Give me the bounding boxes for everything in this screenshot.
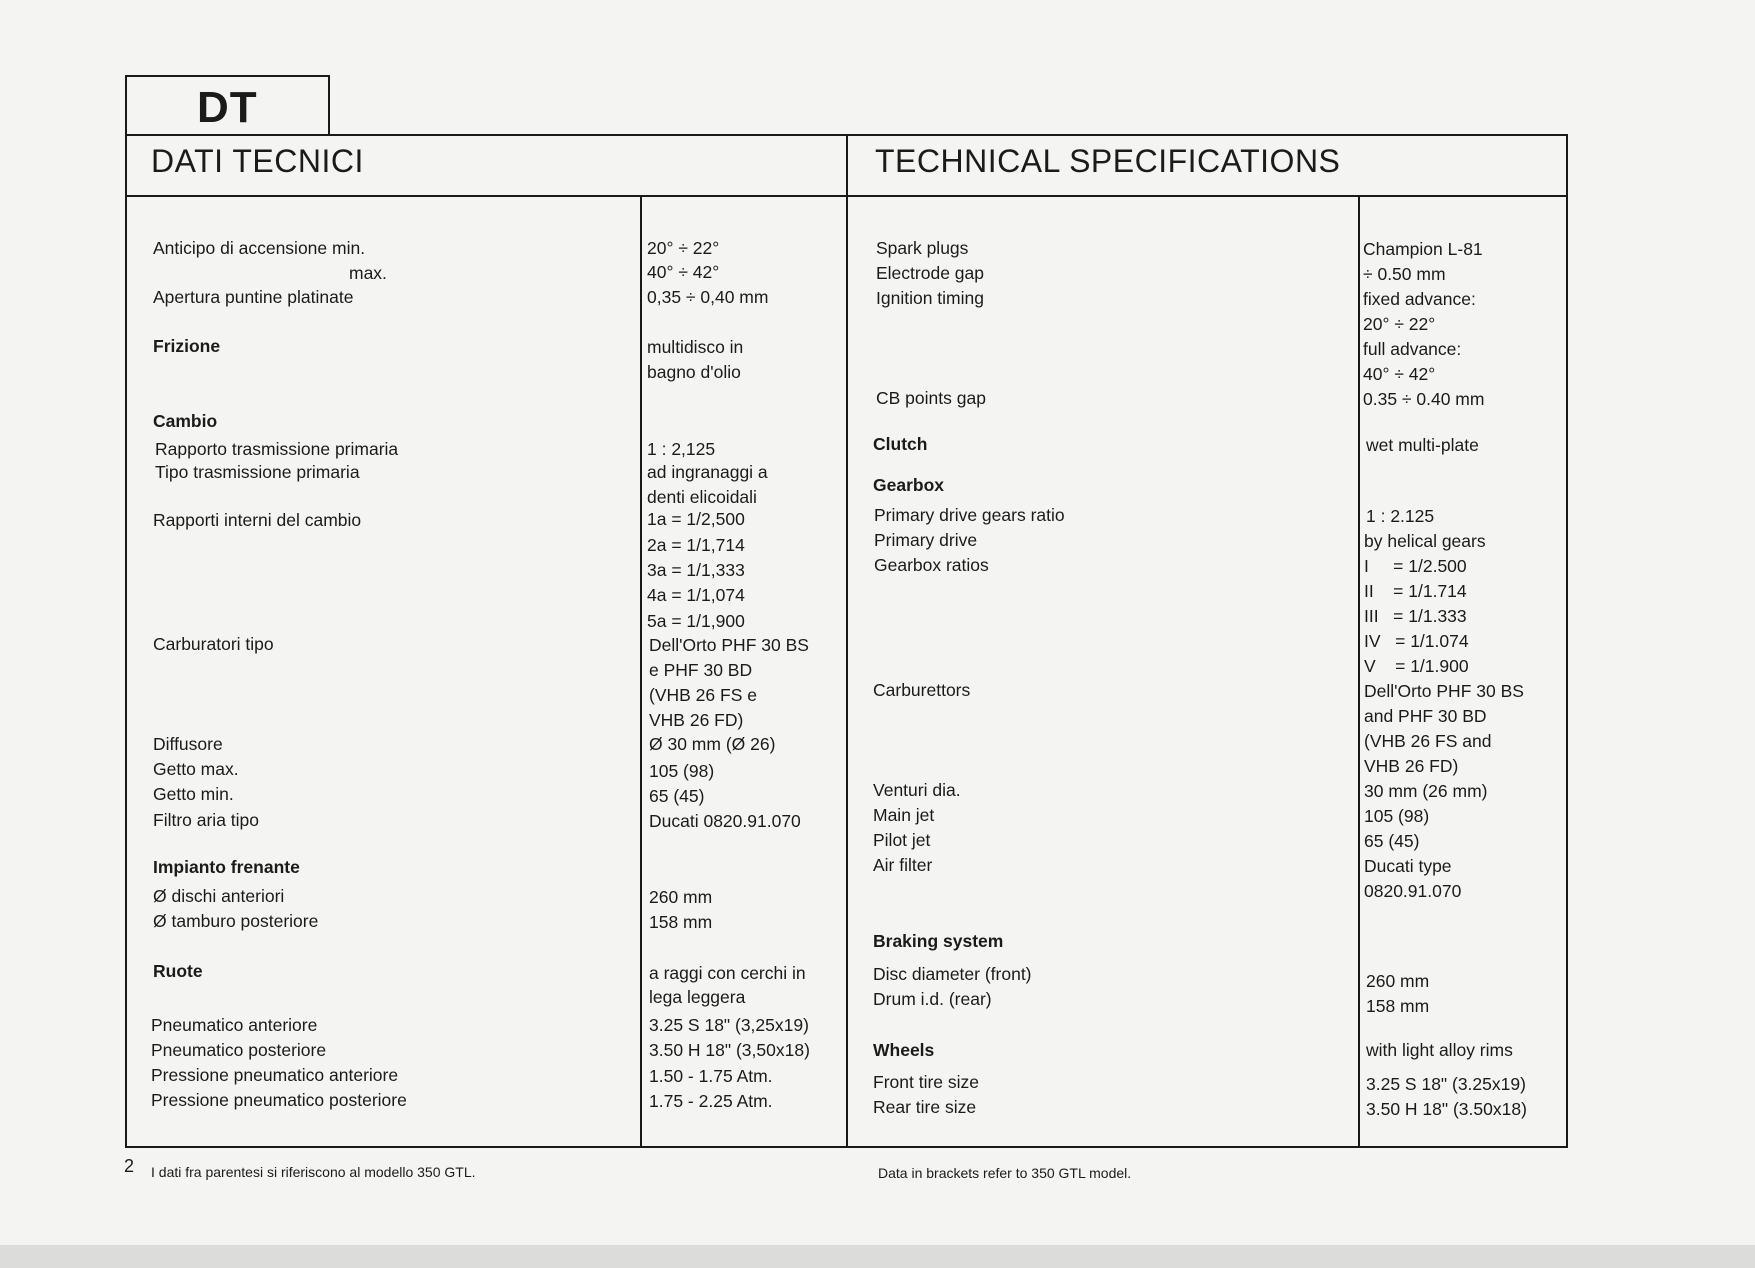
spec-value: Ducati 0820.91.070: [649, 811, 801, 831]
spec-value: ÷ 0.50 mm: [1363, 264, 1446, 284]
spec-value: Dell'Orto PHF 30 BS: [1364, 681, 1524, 701]
section-tab: [125, 75, 330, 135]
spec-value: 65 (45): [649, 786, 705, 806]
spec-label: Pressione pneumatico posteriore: [151, 1090, 407, 1110]
section-tab-label: DT: [197, 83, 258, 132]
spec-value: Champion L-81: [1363, 239, 1483, 259]
section-heading: Frizione: [153, 336, 221, 356]
spec-label: Air filter: [873, 855, 933, 875]
spec-value: fixed advance:: [1363, 289, 1476, 309]
spec-label: Rear tire size: [873, 1097, 977, 1117]
page-bottom-edge: [0, 1245, 1755, 1268]
english-column-divider: [1358, 196, 1360, 1148]
spec-label: Gearbox ratios: [874, 555, 989, 575]
spec-value: Ducati type: [1364, 856, 1452, 876]
spec-value: by helical gears: [1364, 531, 1486, 551]
section-heading: Braking system: [873, 931, 1004, 951]
spec-label: Filtro aria tipo: [153, 810, 260, 830]
spec-value: 0820.91.070: [1364, 881, 1462, 901]
spec-label: Pneumatico anteriore: [151, 1015, 318, 1035]
spec-label: Pneumatico posteriore: [151, 1040, 327, 1060]
spec-value: 0.35 ÷ 0.40 mm: [1363, 389, 1485, 409]
spec-value: 0,35 ÷ 0,40 mm: [647, 287, 769, 307]
spec-value: 1.75 - 2.25 Atm.: [649, 1091, 773, 1111]
spec-value: bagno d'olio: [647, 362, 741, 382]
spec-value: denti elicoidali: [647, 487, 757, 507]
spec-value: with light alloy rims: [1366, 1040, 1513, 1060]
italian-column-divider: [640, 196, 642, 1148]
spec-value: 40° ÷ 42°: [647, 262, 720, 282]
spec-value: III = 1/1.333: [1364, 606, 1467, 626]
spec-label: Carburatori tipo: [153, 634, 274, 654]
spec-label: Main jet: [873, 805, 935, 825]
spec-value: I = 1/2.500: [1364, 556, 1467, 576]
spec-value: 5a = 1/1,900: [647, 611, 745, 631]
spec-value: 2a = 1/1,714: [647, 535, 745, 555]
spec-value: a raggi con cerchi in: [649, 963, 806, 983]
spec-value: 260 mm: [649, 887, 713, 907]
spec-value: V = 1/1.900: [1364, 656, 1469, 676]
section-heading: Wheels: [873, 1040, 935, 1060]
spec-value: 20° ÷ 22°: [1363, 314, 1436, 334]
spec-value: 20° ÷ 22°: [647, 238, 720, 258]
spec-value: VHB 26 FD): [649, 710, 744, 730]
spec-value: 1 : 2.125: [1366, 506, 1435, 526]
spec-value: (VHB 26 FS and: [1364, 731, 1492, 751]
spec-value: 4a = 1/1,074: [647, 585, 745, 605]
spec-label: Ø tamburo posteriore: [153, 911, 319, 931]
footnote-english: Data in brackets refer to 350 GTL model.: [878, 1165, 1132, 1181]
language-divider: [846, 134, 848, 1148]
spec-value: 1 : 2,125: [647, 439, 716, 459]
spec-label: Spark plugs: [876, 238, 969, 258]
spec-value: 3.50 H 18" (3.50x18): [1366, 1099, 1527, 1119]
spec-label: Ignition timing: [876, 288, 984, 308]
spec-value: ad ingranaggi a: [647, 462, 768, 482]
section-heading: Clutch: [873, 434, 928, 454]
spec-value: Dell'Orto PHF 30 BS: [649, 635, 809, 655]
spec-value: 30 mm (26 mm): [1364, 781, 1488, 801]
spec-label: Pilot jet: [873, 830, 931, 850]
spec-value: (VHB 26 FS e: [649, 685, 757, 705]
spec-label: Primary drive: [874, 530, 978, 550]
spec-value: 3.25 S 18" (3,25x19): [649, 1015, 809, 1035]
spec-label: Carburettors: [873, 680, 971, 700]
spec-value: 40° ÷ 42°: [1363, 364, 1436, 384]
spec-label: Tipo trasmissione primaria: [155, 462, 360, 482]
spec-label: Venturi dia.: [873, 780, 961, 800]
section-heading: Impianto frenante: [153, 857, 300, 877]
spec-label: Rapporto trasmissione primaria: [155, 439, 399, 459]
spec-value: 105 (98): [1364, 806, 1430, 826]
spec-value: Ø 30 mm (Ø 26): [649, 734, 776, 754]
spec-value: 105 (98): [649, 761, 715, 781]
spec-label: Drum i.d. (rear): [873, 989, 992, 1009]
spec-value: 1a = 1/2,500: [647, 509, 745, 529]
spec-label: Pressione pneumatico anteriore: [151, 1065, 399, 1085]
spec-value: 3.25 S 18" (3.25x19): [1366, 1074, 1526, 1094]
section-heading: Cambio: [153, 411, 218, 431]
spec-label: Electrode gap: [876, 263, 984, 283]
spec-value: 3a = 1/1,333: [647, 560, 745, 580]
spec-label: Rapporti interni del cambio: [153, 510, 362, 530]
spec-value: 158 mm: [1366, 996, 1430, 1016]
section-heading: Ruote: [153, 961, 203, 981]
spec-label: Disc diameter (front): [873, 964, 1032, 984]
footnote-italian: I dati fra parentesi si riferiscono al modello 350 GTL.: [151, 1164, 476, 1180]
spec-value: 1.50 - 1.75 Atm.: [649, 1066, 773, 1086]
spec-value: e PHF 30 BD: [649, 660, 753, 680]
spec-label: Ø dischi anteriori: [153, 886, 285, 906]
spec-value: 158 mm: [649, 912, 713, 932]
spec-value: multidisco in: [647, 337, 744, 357]
spec-label: CB points gap: [876, 388, 986, 408]
spec-label: Anticipo di accensione min.: [153, 238, 366, 258]
spec-value: lega leggera: [649, 987, 746, 1007]
spec-label: Diffusore: [153, 734, 223, 754]
spec-label: Apertura puntine platinate: [153, 287, 354, 307]
spec-label: Getto min.: [153, 784, 234, 804]
spec-label: Getto max.: [153, 759, 239, 779]
header-italian: DATI TECNICI: [151, 143, 364, 179]
spec-value: VHB 26 FD): [1364, 756, 1459, 776]
page-number: 2: [124, 1156, 135, 1176]
spec-value: wet multi-plate: [1366, 435, 1479, 455]
spec-label: Front tire size: [873, 1072, 979, 1092]
spec-value: 3.50 H 18" (3,50x18): [649, 1040, 810, 1060]
section-heading: Gearbox: [873, 475, 944, 495]
spec-value: 65 (45): [1364, 831, 1420, 851]
spec-value: full advance:: [1363, 339, 1462, 359]
spec-value: II = 1/1.714: [1364, 581, 1467, 601]
spec-label: max.: [349, 263, 387, 283]
spec-value: and PHF 30 BD: [1364, 706, 1487, 726]
spec-value: 260 mm: [1366, 971, 1430, 991]
spec-label: Primary drive gears ratio: [874, 505, 1065, 525]
header-english: TECHNICAL SPECIFICATIONS: [875, 143, 1341, 179]
spec-value: IV = 1/1.074: [1364, 631, 1469, 651]
